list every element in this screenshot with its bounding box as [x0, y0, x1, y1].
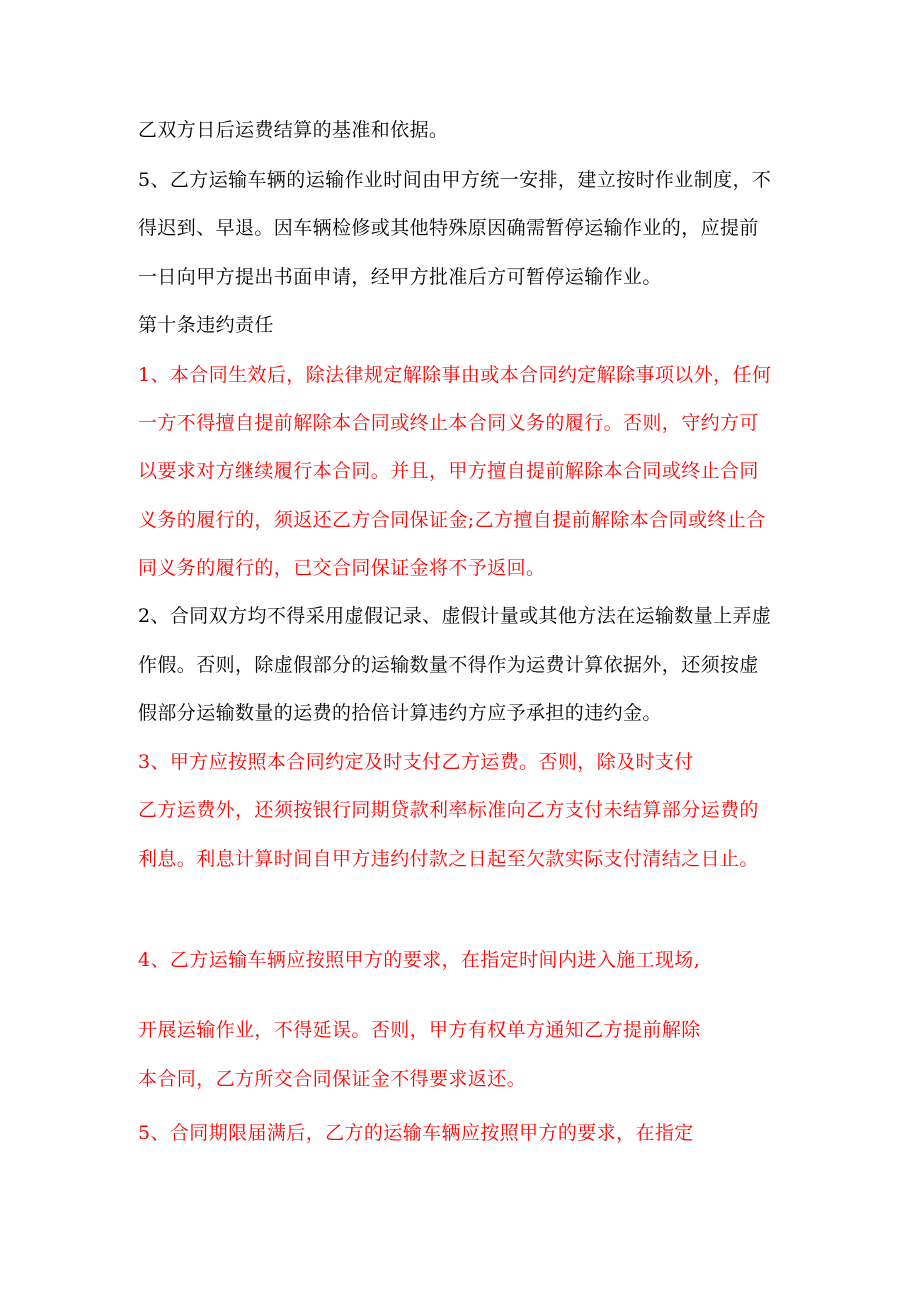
- liability-4-line-2: 开展运输作业，不得延误。否则，甲方有权单方通知乙方提前解除: [138, 1019, 701, 1041]
- liability-1-line-2: 一方不得擅自提前解除本合同或终止本合同义务的履行。否则，守约方可: [138, 412, 759, 434]
- clause-5-line-1: 5、乙方运输车辆的运输作业时间由甲方统一安排，建立按时作业制度，不: [138, 169, 772, 191]
- section-heading: 第十条违约责任: [138, 314, 274, 336]
- liability-4-line-1: 4、乙方运输车辆应按照甲方的要求，在指定时间内进入施工现场,: [138, 949, 701, 971]
- clause-5-line-3: 一日向甲方提出书面申请，经甲方批准后方可暂停运输作业。: [138, 266, 662, 288]
- liability-3-line-3: 利息。利息计算时间自甲方违约付款之日起至欠款实际支付清结之日止。: [138, 848, 759, 870]
- liability-2-line-1: 2、合同双方均不得采用虚假记录、虚假计量或其他方法在运输数量上弄虚: [138, 605, 772, 627]
- liability-3-line-2: 乙方运费外，还须按银行同期贷款利率标准向乙方支付未结算部分运费的: [138, 799, 759, 821]
- liability-4-line-3: 本合同，乙方所交合同保证金不得要求返还。: [138, 1068, 527, 1090]
- liability-3-line-1: 3、甲方应按照本合同约定及时支付乙方运费。否则，除及时支付: [138, 751, 694, 773]
- liability-1-line-4: 义务的履行的，须返还乙方合同保证金;乙方擅自提前解除本合同或终止合: [138, 509, 766, 531]
- liability-1-line-1: 1、本合同生效后，除法律规定解除事由或本合同约定解除事项以外，任何: [138, 364, 772, 386]
- liability-2-line-2: 作假。否则，除虚假部分的运输数量不得作为运费计算依据外，还须按虚: [138, 654, 759, 676]
- clause-5-line-2: 得迟到、早退。因车辆检修或其他特殊原因确需暂停运输作业的，应提前: [138, 217, 759, 239]
- liability-1-line-5: 同义务的履行的，已交合同保证金将不予返回。: [138, 557, 546, 579]
- liability-5-line-1: 5、合同期限届满后，乙方的运输车辆应按照甲方的要求，在指定: [138, 1122, 694, 1144]
- liability-1-line-3: 以要求对方继续履行本合同。并且，甲方擅自提前解除本合同或终止合同: [138, 460, 759, 482]
- liability-2-line-3: 假部分运输数量的运费的拾倍计算违约方应予承担的违约金。: [138, 702, 662, 724]
- paragraph-line-1: 乙双方日后运费结算的基准和依据。: [138, 119, 449, 141]
